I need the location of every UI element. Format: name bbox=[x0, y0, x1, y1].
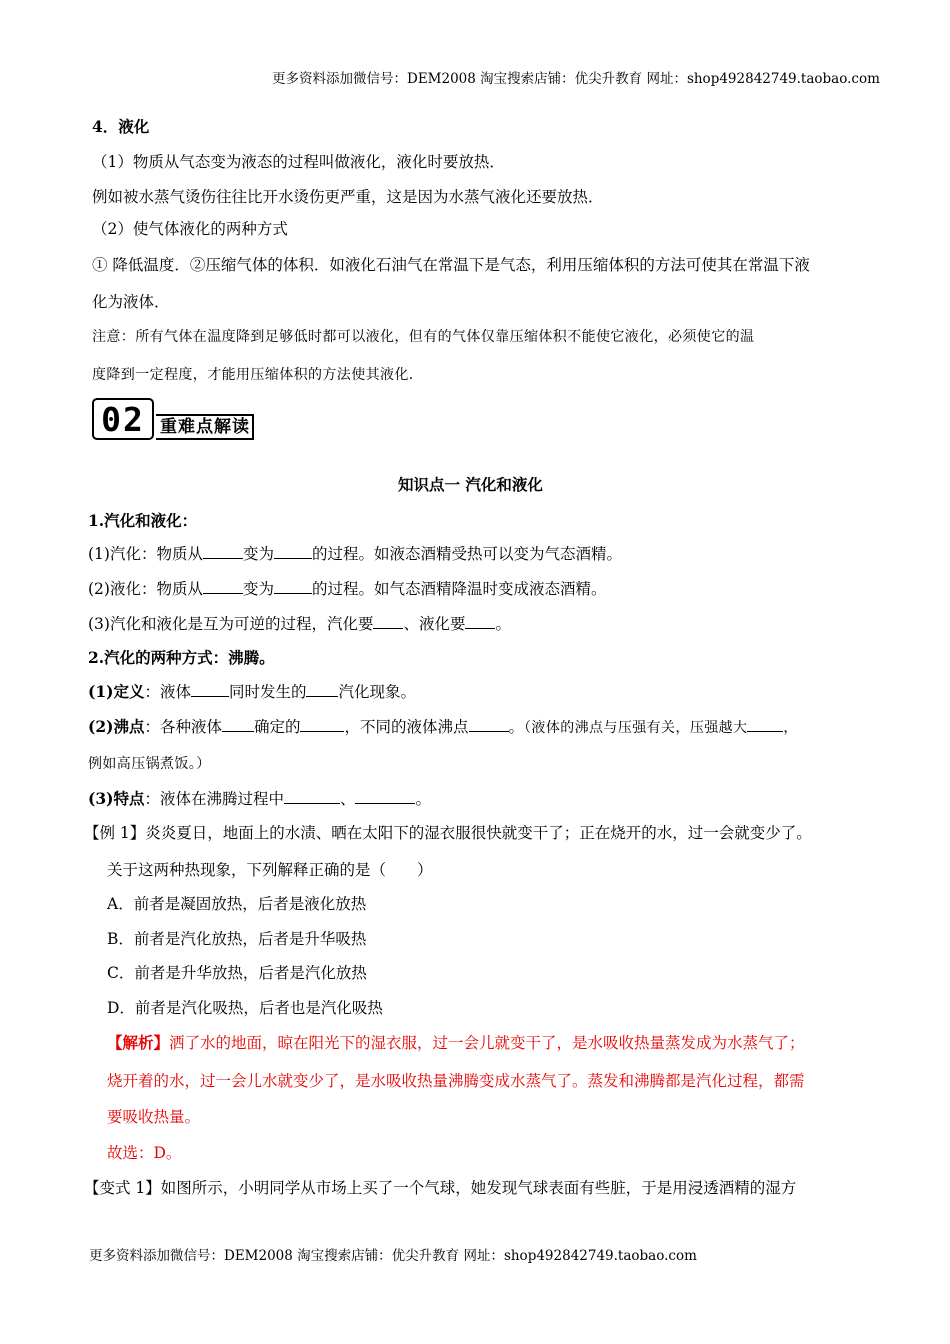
knowledge-point-title: 知识点一 汽化和液化 bbox=[398, 475, 543, 494]
paragraph: 化为液体． bbox=[92, 293, 170, 311]
fill-line: (2)液化：物质从 变为 的过程。如气态酒精降温时变成液态酒精。 bbox=[88, 580, 607, 598]
blank[interactable] bbox=[469, 717, 509, 732]
analysis-line: 烧开着的水，过一会儿水就变少了，是水吸收热量沸腾变成水蒸气了。蒸发和沸腾都是汽化过程，都需 bbox=[107, 1072, 805, 1090]
answer-line: 故选：D。 bbox=[107, 1144, 182, 1162]
blank[interactable] bbox=[747, 717, 783, 732]
fill-line: (3)汽化和液化是互为可逆的过程，汽化要 、液化要 。 bbox=[88, 615, 511, 633]
analysis-line: 【解析】洒了水的地面，晾在阳光下的湿衣服，过一会儿就变干了，是水吸收热量蒸发成为水蒸气了； bbox=[107, 1033, 805, 1052]
badge-label: 重难点解读 bbox=[156, 414, 254, 440]
fill-line: (2)沸点：各种液体 确定的 ，不同的液体沸点 。（液体的沸点与压强有关，压强越大 ， bbox=[88, 717, 798, 736]
note-line: 例如高压锅煮饭。） bbox=[88, 756, 211, 772]
blank[interactable] bbox=[203, 579, 243, 594]
blank[interactable] bbox=[306, 682, 338, 697]
option-d[interactable]: D．前者是汽化吸热，后者也是汽化吸热 bbox=[107, 999, 383, 1017]
note-line: 度降到一定程度，才能用压缩体积的方法使其液化． bbox=[92, 367, 424, 383]
paragraph: ① 降低温度．②压缩气体的体积．如液化石油气在常温下是气态，利用压缩体积的方法可使其在常温下液 bbox=[92, 256, 810, 274]
example-question: 关于这两种热现象，下列解释正确的是（ ） bbox=[107, 861, 433, 879]
section-badge bbox=[92, 398, 254, 440]
page-header: 更多资料添加微信号：DEM2008 淘宝搜索店铺：优尖升教育 网址：shop492842749.taobao.com bbox=[272, 71, 880, 87]
variant-stem: 【变式 1】如图所示，小明同学从市场上买了一个气球，她发现气球表面有些脏，于是用浸透酒精的湿方 bbox=[84, 1179, 797, 1197]
fill-line: (1)汽化：物质从 变为 的过程。如液态酒精受热可以变为气态酒精。 bbox=[88, 545, 622, 563]
example-stem: 【例 1】炎炎夏日，地面上的水渍、晒在太阳下的湿衣服很快就变干了；正在烧开的水，过一会就变少了。 bbox=[84, 824, 812, 842]
note-line: 注意：所有气体在温度降到足够低时都可以液化，但有的气体仅靠压缩体积不能使它液化，必须使它的温 bbox=[92, 329, 755, 345]
blank[interactable] bbox=[355, 789, 415, 804]
page-footer: 更多资料添加微信号：DEM2008 淘宝搜索店铺：优尖升教育 网址：shop492842749.taobao.com bbox=[89, 1248, 697, 1264]
blank[interactable] bbox=[274, 544, 312, 559]
paragraph: （1）物质从气态变为液态的过程叫做液化，液化时要放热． bbox=[92, 153, 505, 171]
blank[interactable] bbox=[465, 614, 495, 629]
fill-line: (3)特点：液体在沸腾过程中 、 。 bbox=[88, 789, 431, 808]
analysis-line: 要吸收热量。 bbox=[107, 1108, 201, 1126]
option-a[interactable]: A．前者是凝固放热，后者是液化放热 bbox=[107, 895, 367, 913]
paragraph: 例如被水蒸气烫伤往往比开水烫伤更严重，这是因为水蒸气液化还要放热． bbox=[92, 188, 604, 206]
paragraph: （2）使气体液化的两种方式 bbox=[92, 220, 288, 238]
blank[interactable] bbox=[284, 789, 340, 804]
fill-line: (1)定义：液体 同时发生的 汽化现象。 bbox=[88, 682, 416, 701]
blank[interactable] bbox=[373, 614, 403, 629]
option-b[interactable]: B．前者是汽化放热，后者是升华吸热 bbox=[107, 930, 367, 948]
heading-2: 2.汽化的两种方式：沸腾。 bbox=[88, 648, 275, 667]
section-4-title: 4．液化 bbox=[92, 117, 150, 136]
heading-1: 1.汽化和液化： bbox=[88, 511, 198, 530]
badge-number: 02 bbox=[92, 398, 154, 440]
blank[interactable] bbox=[274, 579, 312, 594]
blank[interactable] bbox=[191, 682, 229, 697]
blank[interactable] bbox=[300, 717, 344, 732]
blank[interactable] bbox=[222, 717, 254, 732]
option-c[interactable]: C．前者是升华放热，后者是汽化放热 bbox=[107, 964, 367, 982]
blank[interactable] bbox=[203, 544, 243, 559]
